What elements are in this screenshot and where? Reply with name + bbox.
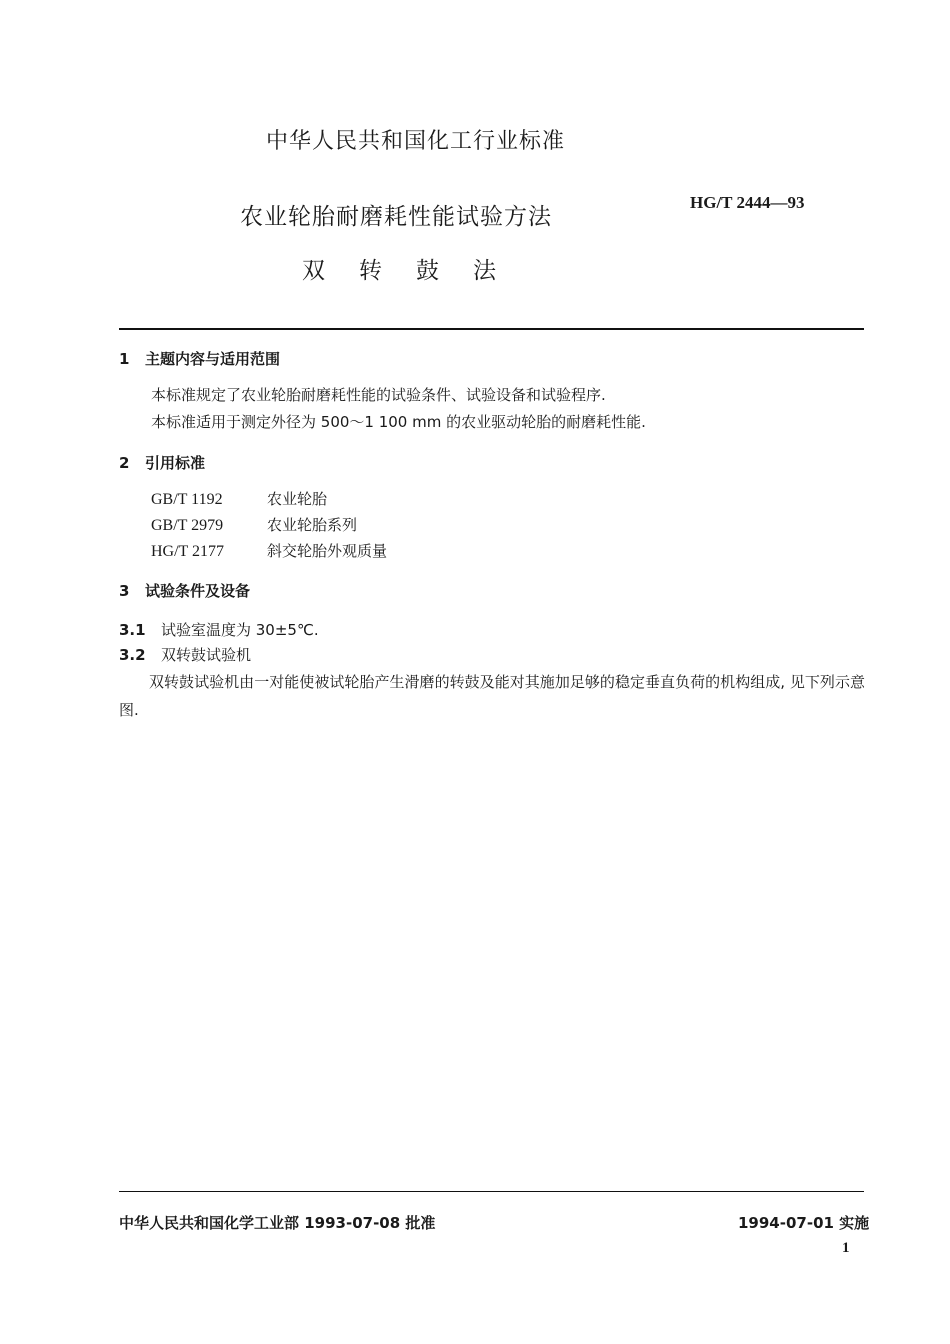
standard-number: HG/T 2444—93 [690,193,805,212]
section-title: 主题内容与适用范围 [145,350,281,368]
section-3-heading [119,580,250,601]
footer-divider [119,1191,864,1192]
section-number: 2 [119,454,130,472]
reference-code: HG/T 2177 [151,543,225,560]
reference-item [151,488,327,509]
paragraph: 双转鼓试验机由一对能使被试轮胎产生滑磨的转鼓及能对其施加足够的稳定垂直负荷的机构组成, 见下列示意图. [119,673,865,719]
section-title: 试验条件及设备 [145,582,251,600]
effective-date: 1994-07-01 实施 [738,1214,870,1232]
document-subtitle: 双转鼓法 [302,258,530,284]
section-number: 1 [119,350,130,368]
reference-name: 斜交轮胎外观质量 [267,542,388,560]
paragraph: 本标准规定了农业轮胎耐磨耗性能的试验条件、试验设备和试验程序. [151,386,606,404]
section-number: 3 [119,582,130,600]
subsection-number: 3.2 [119,646,146,664]
reference-name: 农业轮胎 [267,490,328,508]
header-divider [119,328,864,330]
subsection-3-2 [119,644,251,665]
reference-name: 农业轮胎系列 [267,516,358,534]
document-title: 农业轮胎耐磨耗性能试验方法 [240,204,552,230]
standard-category: 中华人民共和国化工行业标准 [266,129,566,154]
section-2-heading [119,452,205,473]
subsection-number: 3.1 [119,621,146,639]
reference-item [151,540,387,561]
paragraph: 本标准适用于测定外径为 500～1 100 mm 的农业驱动轮胎的耐磨耗性能. [151,413,646,431]
subsection-text: 试验室温度为 30±5℃. [161,621,319,639]
subsection-text: 双转鼓试验机 [161,646,252,664]
reference-code: GB/T 2979 [151,517,224,534]
section-title: 引用标准 [145,454,206,472]
reference-item [151,514,357,535]
section-1-heading [119,348,280,369]
reference-code: GB/T 1192 [151,491,223,508]
page-number: 1 [842,1240,850,1256]
approval-note: 中华人民共和国化学工业部 1993-07-08 批准 [119,1214,436,1232]
subsection-3-1 [119,619,319,640]
